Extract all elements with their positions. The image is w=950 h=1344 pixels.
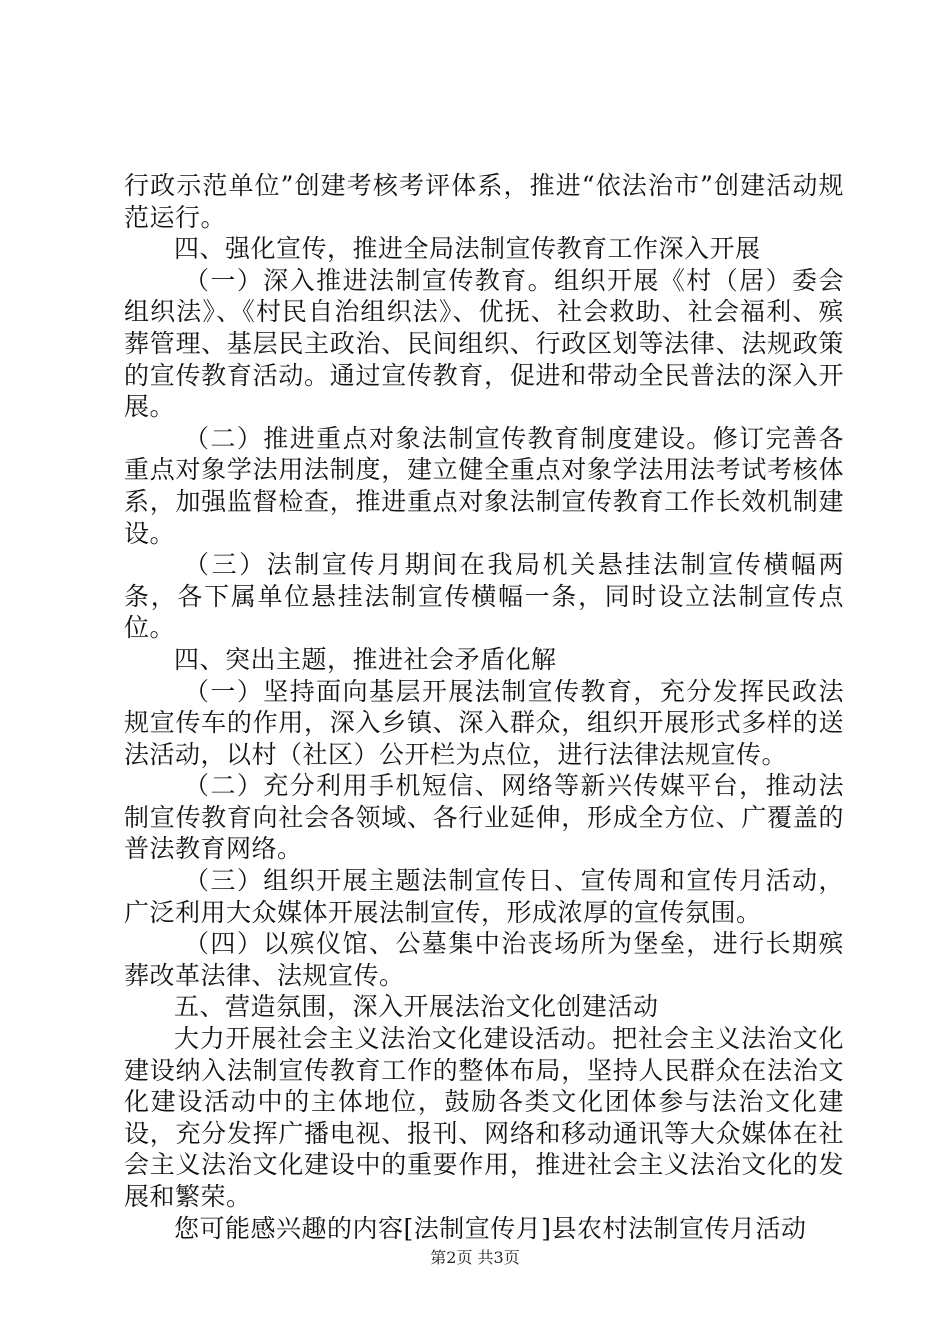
page-footer: 第2页 共3页	[430, 1248, 520, 1267]
paragraph-5-body: 大力开展社会主义法治文化建设活动。把社会主义法治文化建设纳入法制宣传教育工作的整体布局，坚持人民群众在法治文化建设活动中的主体地位，鼓励各类文化团体参与法治文化建设，充分发挥广播电视、报刊、网络和移动通讯等大众媒体在社会主义法治文化建设中的重要作用，推进社会主义法治文化的发展和繁荣。	[124, 1024, 844, 1211]
paragraph-4b-4: （四）以殡仪馆、公墓集中治丧场所为堡垒，进行长期殡葬改革法律、法规宣传。	[124, 929, 844, 990]
paragraph-4a-3: （三）法制宣传月期间在我局机关悬挂法制宣传横幅两条，各下属单位悬挂法制宣传横幅一条，同时设立法制宣传点位。	[124, 550, 844, 643]
section-heading-4a: 四、强化宣传，推进全局法制宣传教育工作深入开展	[174, 234, 761, 264]
paragraph-4a-1: （一）深入推进法制宣传教育。组织开展《村（居）委会组织法》、《村民自治组织法》、优抚、社会救助、社会福利、殡葬管理、基层民主政治、民间组织、行政区划等法律、法规政策的宣传教育活动。通过宣传教育，促进和带动全民普法的深入开展。	[124, 265, 844, 422]
paragraph-4b-1: （一）坚持面向基层开展法制宣传教育，充分发挥民政法规宣传车的作用，深入乡镇、深入群众，组织开展形式多样的送法活动，以村（社区）公开栏为点位，进行法律法规宣传。	[124, 676, 844, 769]
related-content-line: 您可能感兴趣的内容[法制宣传月]县农村法制宣传月活动	[174, 1213, 807, 1243]
document-body	[124, 170, 844, 1244]
paragraph-4b-3: （三）组织开展主题法制宣传日、宣传周和宣传月活动，广泛利用大众媒体开展法制宣传，形成浓厚的宣传氛围。	[124, 866, 844, 927]
section-heading-4b: 四、突出主题，推进社会矛盾化解	[174, 644, 557, 674]
paragraph-4b-2: （二）充分利用手机短信、网络等新兴传媒平台，推动法制宣传教育向社会各领域、各行业延伸，形成全方位、广覆盖的普法教育网络。	[124, 771, 844, 864]
paragraph-continuation: 行政示范单位”创建考核考评体系，推进“依法治市”创建活动规范运行。	[124, 171, 844, 232]
paragraph-4a-2: （二）推进重点对象法制宣传教育制度建设。修订完善各重点对象学法用法制度，建立健全重点对象学法用法考试考核体系，加强监督检查，推进重点对象法制宣传教育工作长效机制建设。	[124, 423, 844, 548]
section-heading-5: 五、营造氛围，深入开展法治文化创建活动	[174, 992, 659, 1022]
